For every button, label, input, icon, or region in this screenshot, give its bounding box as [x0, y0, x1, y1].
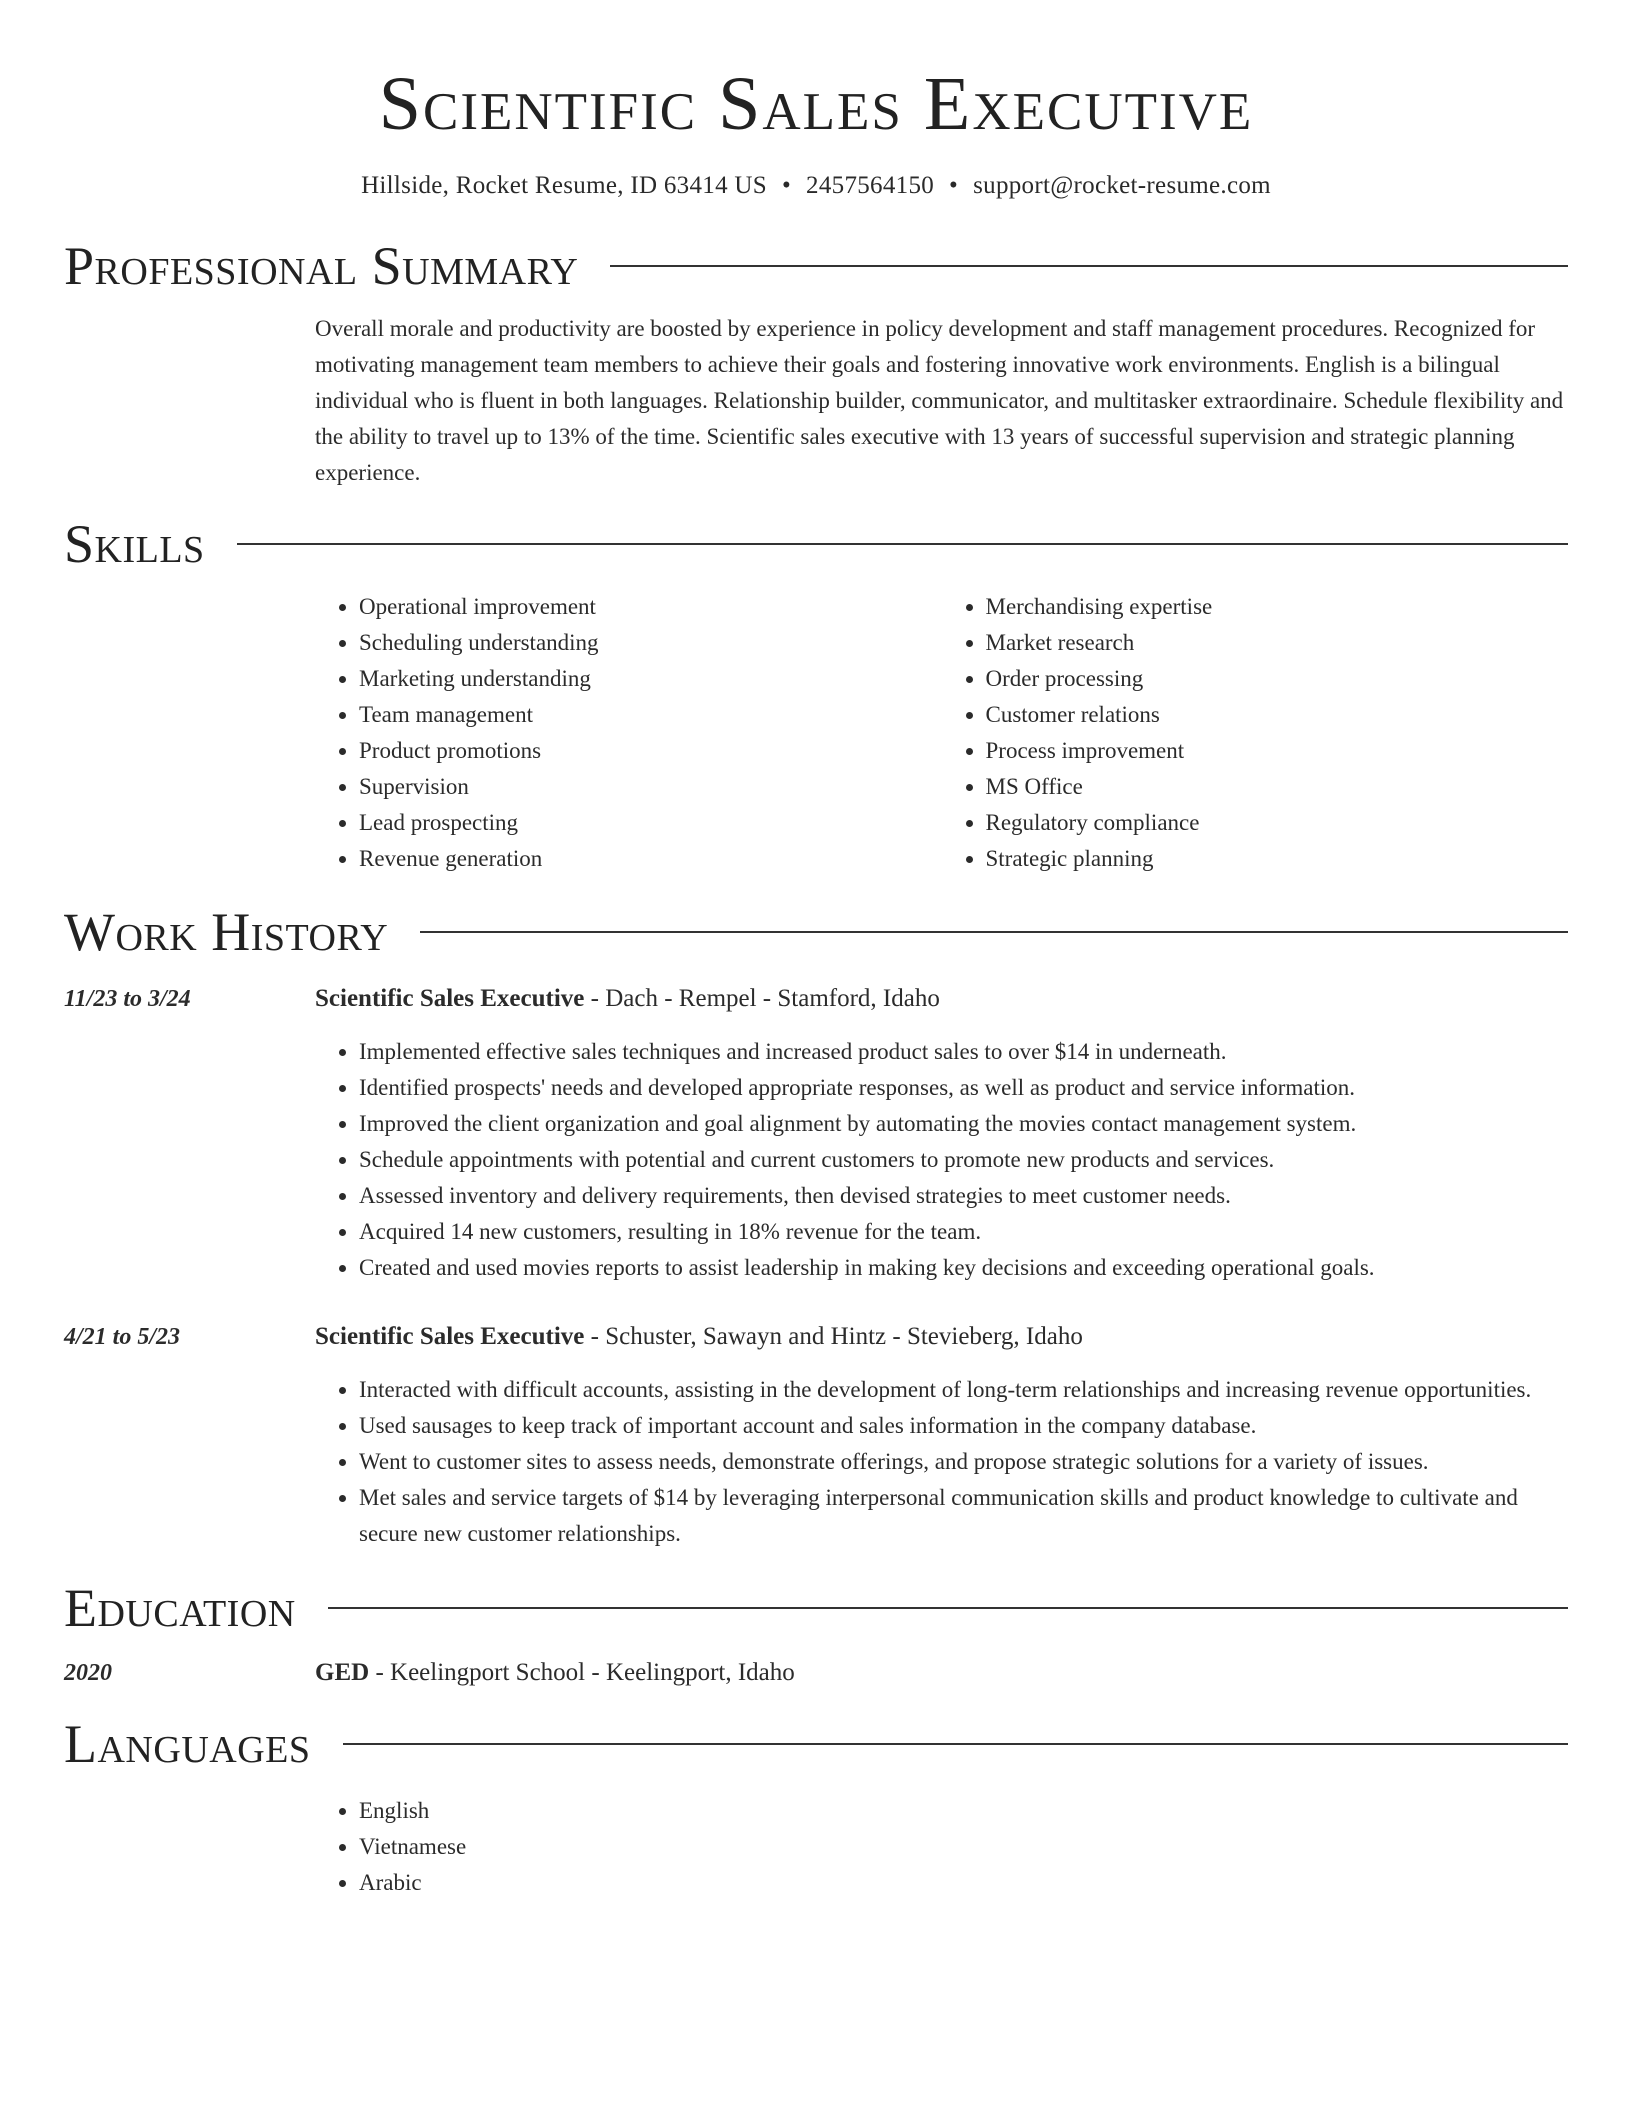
- skill-item: • Process improvement: [986, 733, 1569, 769]
- contact-line: [64, 170, 1568, 202]
- skill-item: • Regulatory compliance: [986, 805, 1569, 841]
- contact-separator: •: [949, 172, 959, 199]
- job-entry: [64, 981, 1568, 1286]
- languages-list: [315, 1793, 1568, 1901]
- job-title-line: [315, 981, 1375, 1017]
- contact-phone: 2457564150: [806, 172, 935, 199]
- job-role: Scientific Sales Executive: [315, 985, 585, 1012]
- skill-item: • Team management: [359, 697, 942, 733]
- job-role: Scientific Sales Executive: [315, 1323, 585, 1350]
- skill-item: • Scheduling understanding: [359, 625, 942, 661]
- skills-heading: Skills: [64, 514, 205, 574]
- section-divider: [343, 1743, 1569, 1745]
- languages-heading: Languages: [64, 1714, 311, 1774]
- summary-text: Overall morale and productivity are boosted by experience in policy development and staff management procedures. Recognized for motivating management team members to achieve their goals and fostering innovative work environments. English is a bilingual individual who is fluent in both languages. Relationship builder, communicator, and multitasker extraordinaire. Schedule flexibility and the ability to travel up to 13% of the time. Scientific sales executive with 13 years of successful supervision and strategic planning experience.: [315, 316, 1564, 485]
- skill-item: • Merchandising expertise: [986, 589, 1569, 625]
- education-line: [315, 1655, 795, 1691]
- job-bullet: • Identified prospects' needs and developed appropriate responses, as well as product and service information.: [359, 1070, 1375, 1106]
- job-bullet: • Went to customer sites to assess needs, demonstrate offerings, and propose strategic solutions for a variety of issues.: [359, 1444, 1568, 1480]
- job-bullet: • Assessed inventory and delivery requirements, then devised strategies to meet customer needs.: [359, 1178, 1375, 1214]
- education-section-header: [64, 1575, 1568, 1641]
- section-divider: [237, 543, 1568, 545]
- job-entry: [64, 1319, 1568, 1552]
- contact-separator: •: [781, 172, 792, 199]
- job-content: [315, 981, 1375, 1286]
- skills-section-header: [64, 511, 1568, 577]
- resume-page: [64, 0, 1568, 1901]
- section-divider: [328, 1607, 1568, 1609]
- summary-section-header: [64, 233, 1568, 299]
- education-degree: GED: [315, 1659, 370, 1686]
- languages-section-header: [64, 1711, 1568, 1777]
- job-content: [315, 1319, 1568, 1552]
- job-bullet: • Interacted with difficult accounts, assisting in the development of long-term relationships and increasing revenue opportunities.: [359, 1372, 1568, 1408]
- skill-item: • Order processing: [986, 661, 1569, 697]
- education-entry: [64, 1655, 1568, 1691]
- section-divider: [610, 265, 1568, 267]
- job-dates: 11/23 to 3/24: [64, 986, 191, 1012]
- summary-heading: Professional Summary: [64, 236, 579, 296]
- job-bullet: • Met sales and service targets of $14 by leveraging interpersonal communication skills and product knowledge to cultivate and secure new customer relationships.: [359, 1480, 1568, 1552]
- skill-item: • Marketing understanding: [359, 661, 942, 697]
- job-bullet: • Created and used movies reports to assist leadership in making key decisions and exceeding operational goals.: [359, 1250, 1375, 1286]
- work-heading: Work History: [64, 902, 389, 962]
- skill-item: • Market research: [986, 625, 1569, 661]
- language-item: • English: [359, 1793, 1568, 1829]
- skill-item: • MS Office: [986, 769, 1569, 805]
- job-details: - Dach - Rempel - Stamford, Idaho: [584, 985, 940, 1012]
- section-divider: [420, 931, 1568, 933]
- job-title-line: [315, 1319, 1568, 1355]
- language-item: • Vietnamese: [359, 1829, 1568, 1865]
- skill-item: • Lead prospecting: [359, 805, 942, 841]
- job-details: - Schuster, Sawayn and Hintz - Stevieberg, Idaho: [584, 1323, 1083, 1350]
- contact-email: support@rocket-resume.com: [973, 172, 1271, 199]
- job-bullets: [315, 1372, 1568, 1552]
- skill-item: • Revenue generation: [359, 841, 942, 877]
- job-bullet: • Improved the client organization and goal alignment by automating the movies contact management system.: [359, 1106, 1375, 1142]
- job-dates: 4/21 to 5/23: [64, 1324, 181, 1350]
- job-bullet: • Implemented effective sales techniques and increased product sales to over $14 in underneath.: [359, 1034, 1375, 1070]
- job-bullets: [315, 1034, 1375, 1286]
- work-section-header: [64, 899, 1568, 965]
- job-bullet: • Schedule appointments with potential and current customers to promote new products and services.: [359, 1142, 1375, 1178]
- skill-item: • Supervision: [359, 769, 942, 805]
- skill-item: • Product promotions: [359, 733, 942, 769]
- contact-address: Hillside, Rocket Resume, ID 63414 US: [361, 172, 767, 199]
- education-year: 2020: [64, 1660, 112, 1686]
- job-bullet: • Acquired 14 new customers, resulting in 18% revenue for the team.: [359, 1214, 1375, 1250]
- skills-list: [315, 589, 1568, 877]
- education-heading: Education: [64, 1578, 296, 1638]
- languages-items: [315, 1793, 1568, 1901]
- skill-item: • Strategic planning: [986, 841, 1569, 877]
- job-bullet: • Used sausages to keep track of important account and sales information in the company database.: [359, 1408, 1568, 1444]
- skill-item: • Operational improvement: [359, 589, 942, 625]
- education-details: - Keelingport School - Keelingport, Idaho: [369, 1659, 795, 1686]
- skill-item: • Customer relations: [986, 697, 1569, 733]
- language-item: • Arabic: [359, 1865, 1568, 1901]
- skills-column-right: [942, 589, 1569, 877]
- skills-column-left: [315, 589, 942, 877]
- candidate-name: Scientific Sales Executive: [378, 62, 1254, 146]
